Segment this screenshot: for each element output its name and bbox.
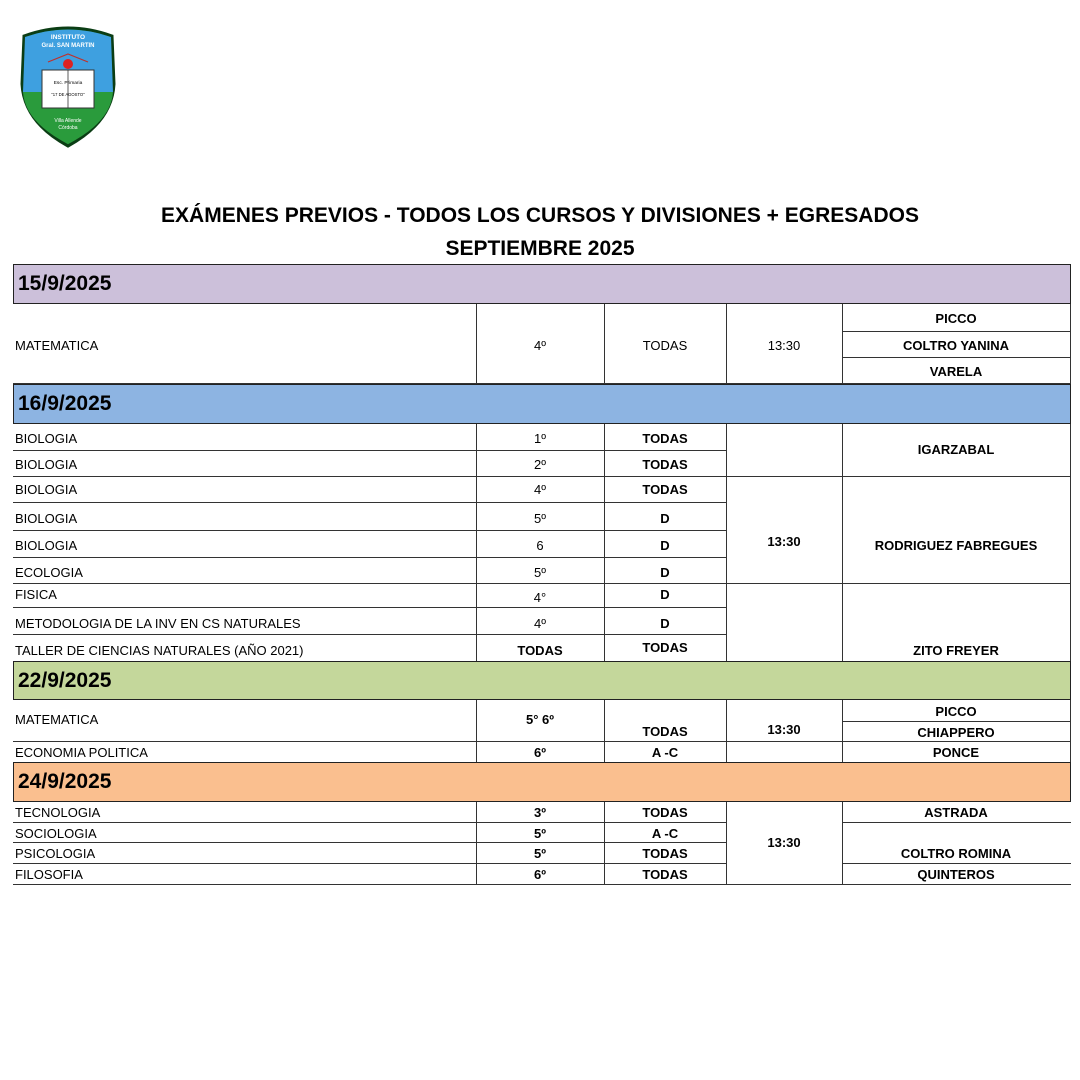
- division-cell: TODAS: [642, 723, 688, 739]
- course-cell: 4º: [534, 337, 546, 353]
- date-header-16-9: [13, 384, 1071, 424]
- teacher-cell: PICCO: [935, 703, 977, 719]
- time-cell: 13:30: [767, 834, 801, 850]
- division-cell: A -C: [651, 744, 679, 760]
- division-cell: TODAS: [642, 481, 688, 497]
- date-header-22-9: [13, 661, 1071, 700]
- course-cell: 5º: [534, 564, 546, 580]
- school-crest-logo: [18, 22, 118, 148]
- division-cell: D: [660, 510, 670, 526]
- logo-text-2: Gral. SAN MARTIN: [41, 43, 95, 49]
- teacher-cell: PONCE: [932, 744, 980, 760]
- subject-cell: MATEMATICA: [15, 337, 99, 353]
- division-cell: TODAS: [642, 866, 688, 882]
- date-header-24-9: [13, 762, 1071, 802]
- subject-cell: BIOLOGIA: [15, 537, 78, 553]
- course-cell: 2º: [534, 456, 546, 472]
- teacher-cell: COLTRO YANINA: [903, 337, 1009, 353]
- teacher-cell: RODRIGUEZ FABREGUES: [874, 537, 1038, 553]
- division-cell: TODAS: [642, 639, 688, 655]
- date-label: 15/9/2025: [18, 272, 112, 295]
- teacher-cell: IGARZABAL: [917, 441, 995, 457]
- subject-cell: BIOLOGIA: [15, 456, 78, 472]
- course-cell: 5º: [534, 510, 546, 526]
- logo-text-3: Esc. Primaria: [53, 81, 83, 86]
- division-cell: TODAS: [642, 804, 688, 820]
- logo-text-1: INSTITUTO: [50, 34, 86, 41]
- division-cell: TODAS: [642, 845, 688, 861]
- date-label: 24/9/2025: [18, 770, 112, 793]
- course-cell: 6º: [534, 866, 546, 882]
- course-cell: 4º: [534, 615, 546, 631]
- teacher-cell: ASTRADA: [924, 804, 988, 820]
- subject-cell: PSICOLOGIA: [15, 845, 96, 861]
- division-cell: TODAS: [642, 337, 688, 353]
- division-cell: D: [660, 564, 670, 580]
- division-cell: A -C: [651, 825, 679, 841]
- date-label: 16/9/2025: [18, 392, 112, 415]
- course-cell: 5º: [534, 825, 546, 841]
- page-subtitle: SEPTIEMBRE 2025: [445, 237, 635, 260]
- teacher-cell: PICCO: [935, 310, 977, 326]
- teacher-cell: VARELA: [929, 363, 983, 379]
- logo-text-5: Villa Allende: [54, 118, 82, 124]
- date-header-15-9: [13, 264, 1071, 304]
- division-cell: D: [660, 615, 670, 631]
- teacher-cell: ZITO FREYER: [913, 642, 999, 658]
- subject-cell: FILOSOFIA: [15, 866, 83, 882]
- course-cell: TODAS: [517, 642, 563, 658]
- subject-cell: FISICA: [15, 586, 57, 602]
- teacher-cell: CHIAPPERO: [917, 724, 995, 740]
- course-cell: 6: [536, 537, 544, 553]
- course-cell: 4°: [533, 589, 547, 605]
- division-cell: D: [660, 537, 670, 553]
- subject-cell: ECONOMIA POLITICA: [15, 744, 148, 760]
- time-cell: 13:30: [767, 721, 801, 737]
- course-cell: 5° 6º: [525, 711, 555, 727]
- subject-cell: BIOLOGIA: [15, 481, 78, 497]
- subject-cell: METODOLOGIA DE LA INV EN CS NATURALES: [15, 615, 301, 631]
- date-label: 22/9/2025: [18, 668, 112, 692]
- division-cell: D: [660, 586, 670, 602]
- course-cell: 5º: [534, 845, 546, 861]
- time-cell: 13:30: [767, 533, 801, 549]
- subject-cell: BIOLOGIA: [15, 430, 78, 446]
- course-cell: 3º: [534, 804, 546, 820]
- logo-text-4: "17 DE AGOSTO": [51, 92, 85, 97]
- page-title: EXÁMENES PREVIOS - TODOS LOS CURSOS Y DIVISIONES + EGRESADOS: [161, 204, 919, 227]
- subject-cell: TALLER DE CIENCIAS NATURALES (AÑO 2021): [15, 642, 304, 658]
- subject-cell: SOCIOLOGIA: [15, 825, 97, 841]
- teacher-cell: COLTRO ROMINA: [900, 845, 1012, 861]
- subject-cell: TECNOLOGIA: [15, 804, 101, 820]
- course-cell: 1º: [534, 430, 546, 446]
- subject-cell: MATEMATICA: [15, 711, 99, 727]
- subject-cell: ECOLOGIA: [15, 564, 83, 580]
- division-cell: TODAS: [642, 456, 688, 472]
- course-cell: 6º: [534, 744, 546, 760]
- teacher-cell: QUINTEROS: [917, 866, 995, 882]
- division-cell: TODAS: [642, 430, 688, 446]
- course-cell: 4º: [534, 481, 546, 497]
- subject-cell: BIOLOGIA: [15, 510, 78, 526]
- logo-text-6: Córdoba: [58, 125, 78, 131]
- time-cell: 13:30: [767, 337, 801, 353]
